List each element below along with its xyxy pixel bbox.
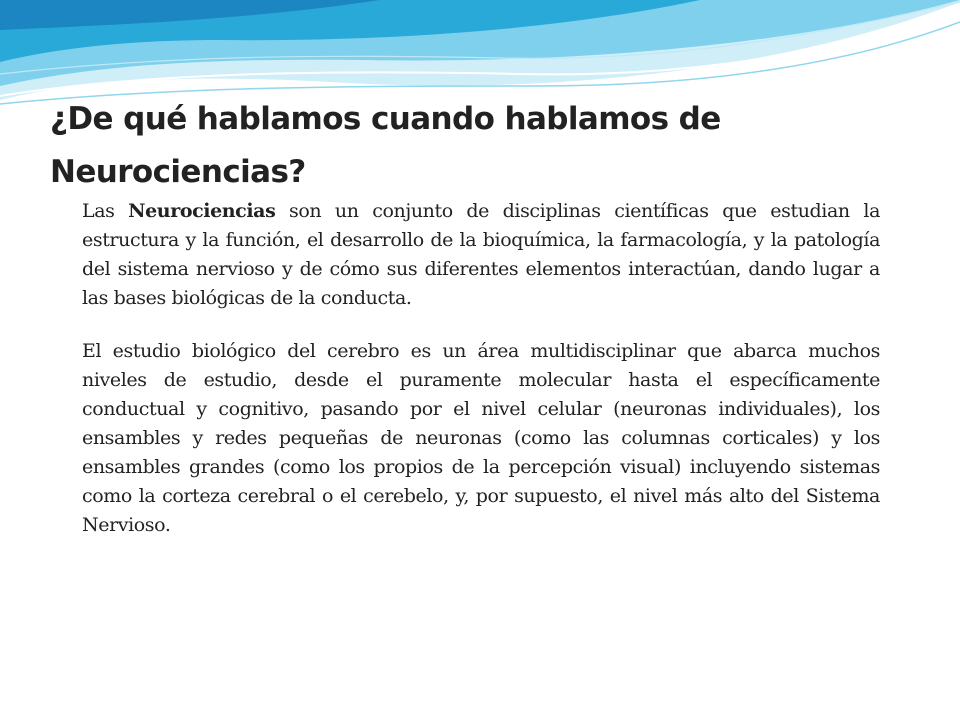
definition-lead-text: Las xyxy=(82,200,129,222)
definition-paragraph xyxy=(82,197,880,313)
definition-text: son un conjunto de disciplinas científicas que estudian la estructura y la función, el desarrollo de la bioquímica, la farmacología, y la patología del sistema nervioso y de cómo sus diferentes elementos interactúan, dando lugar a las bases biológicas de la conducta. xyxy=(82,200,880,309)
neurociencias-term: Neurociencias xyxy=(128,200,276,222)
study-levels-paragraph: El estudio biológico del cerebro es un área multidisciplinar que abarca muchos niveles de estudio, desde el puramente molecular hasta el específicamente conductual y cognitivo, pasando por el nivel celular (neuronas individuales), los ensambles y redes pequeñas de neuronas (como las columnas corticales) y los ensambles grandes (como los propios de la percepción visual) incluyendo sistemas como la corteza cerebral o el cerebelo, y, por supuesto, el nivel más alto del Sistema Nervioso. xyxy=(82,340,880,536)
slide-title: ¿De qué hablamos cuando hablamos de Neurociencias? xyxy=(50,101,721,190)
slide-body xyxy=(82,197,880,540)
